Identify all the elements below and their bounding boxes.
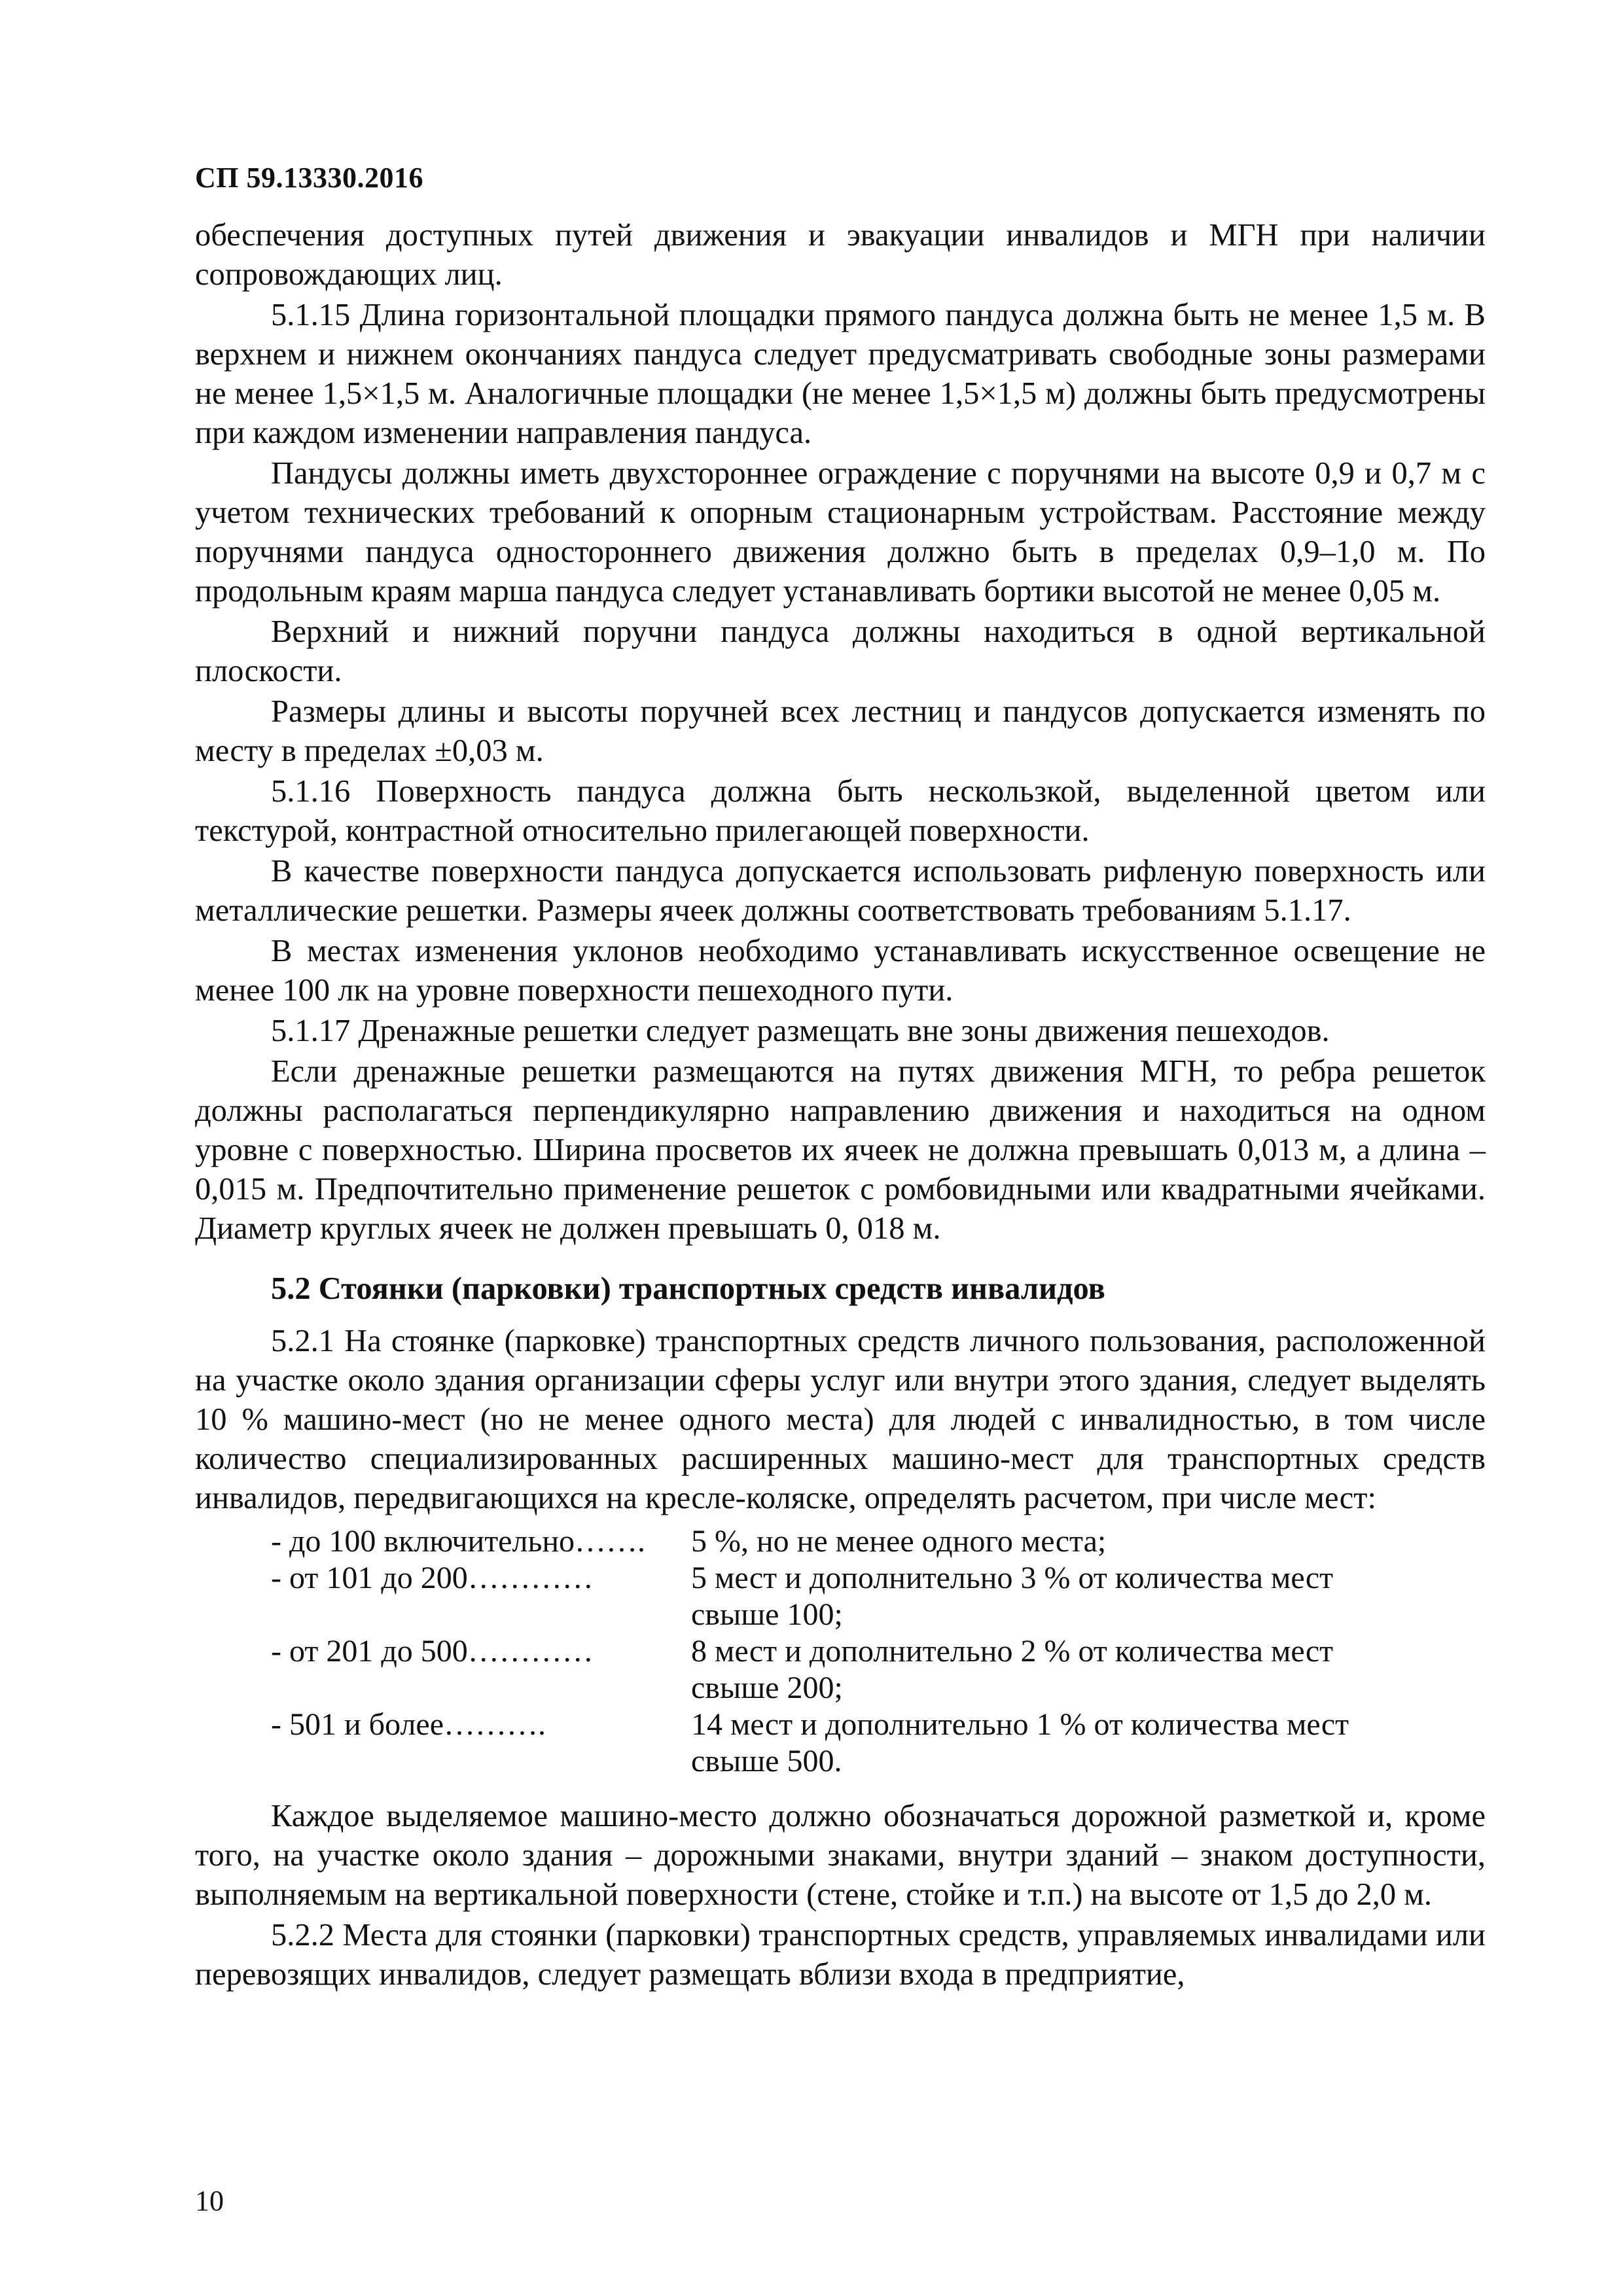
rate-rule: 5 мест и дополнительно 3 % от количества мест свыше 100; — [691, 1561, 1334, 1632]
section-heading-5-2: 5.2 Стоянки (парковки) транспортных средств инвалидов — [271, 1271, 1105, 1306]
paragraph-handrails: Пандусы должны иметь двухстороннее ограждение с поручнями на высоте 0,9 и 0,7 м с учетом технических требований к опорным стационарным устройствам. Расстояние между поручнями пандуса одностороннего движения должно быть в пределах 0,9–1,0 м. По продольным краям марша пандуса следует устанавливать бортики высотой не менее 0,05 м. — [195, 456, 1486, 609]
page-body — [195, 216, 1486, 1996]
rate-row — [271, 1706, 1385, 1780]
paragraph-ribbed-surface: В качестве поверхности пандуса допускается использовать рифленую поверхность или металлические решетки. Размеры ячеек должны соответствовать требованиям 5.1.17. — [195, 854, 1486, 928]
clause-5-1-17: 5.1.17 Дренажные решетки следует размещать вне зоны движения пешеходов. — [271, 1014, 1330, 1048]
rate-row — [271, 1633, 1385, 1706]
rate-rule: 5 %, но не менее одного места; — [691, 1524, 1107, 1559]
paragraph-marking: Каждое выделяемое машино-место должно обозначаться дорожной разметкой и, кроме того, на участке около здания – дорожными знаками, внутри зданий – знаком доступности, выполняемым на вертикальной поверхности (стене, стойке и т.п.) на высоте от 1,5 до 2,0 м. — [195, 1799, 1486, 1912]
clause-5-2-1: 5.2.1 На стоянке (парковке) транспортных средств личного пользования, расположенной на участке около здания организации сферы услуг или внутри этого здания, следует выделять 10 % машино-мест (но не менее одного места) для людей с инвалидностью, в том числе количество специализированных расширенных машино-мест для транспортных средств инвалидов, передвигающихся на кресле-коляске, определять расчетом, при числе мест: — [195, 1324, 1486, 1515]
paragraph-continuation: обеспечения доступных путей движения и эвакуации инвалидов и МГН при наличии сопровождающих лиц. — [195, 218, 1486, 292]
paragraph-tolerance: Размеры длины и высоты поручней всех лестниц и пандусов допускается изменять по месту в пределах ±0,03 м. — [195, 694, 1486, 768]
rate-rule: 8 мест и дополнительно 2 % от количества мест свыше 200; — [691, 1634, 1334, 1705]
paragraph-lighting: В местах изменения уклонов необходимо устанавливать искусственное освещение не менее 100 лк на уровне поверхности пешеходного пути. — [195, 934, 1486, 1008]
paragraph-drainage-grates: Если дренажные решетки размещаются на путях движения МГН, то ребра решеток должны располагаться перпендикулярно направлению движения и находиться на одном уровне с поверхностью. Ширина просветов их ячеек не должна превышать 0,013 м, а длина – 0,015 м. Предпочтительно применение решеток с ромбовидными или квадратными ячейками. Диаметр круглых ячеек не должен превышать 0, 018 м. — [195, 1054, 1486, 1246]
rate-range: - 501 и более………. — [271, 1707, 546, 1742]
parking-rates-list — [271, 1523, 1385, 1780]
rate-row — [271, 1523, 1385, 1560]
document-code — [195, 161, 423, 194]
clause-5-1-16: 5.1.16 Поверхность пандуса должна быть нескользкой, выделенной цветом или текстурой, контрастной относительно прилегающей поверхности. — [195, 774, 1486, 848]
clause-5-1-15: 5.1.15 Длина горизонтальной площадки прямого пандуса должна быть не менее 1,5 м. В верхнем и нижнем окончаниях пандуса следует предусматривать свободные зоны размерами не менее 1,5×1,5 м. Аналогичные площадки (не менее 1,5×1,5 м) должны быть предусмотрены при каждом изменении направления пандуса. — [195, 298, 1486, 450]
rate-range: - от 201 до 500………… — [271, 1634, 594, 1669]
clause-5-2-2: 5.2.2 Места для стоянки (парковки) транспортных средств, управляемых инвалидами или перевозящих инвалидов, следует размещать вблизи входа в предприятие, — [195, 1918, 1486, 1992]
page-number: 10 — [195, 2185, 224, 2217]
rate-range: - до 100 включительно……. — [271, 1524, 646, 1559]
paragraph-vertical-plane: Верхний и нижний поручни пандуса должны находиться в одной вертикальной плоскости. — [195, 614, 1486, 688]
document-code-text: СП 59.13330.201 — [195, 162, 409, 194]
document-code-handwritten-mark: 6 — [408, 162, 423, 194]
rate-range: - от 101 до 200………… — [271, 1561, 594, 1595]
rate-row — [271, 1560, 1385, 1633]
rate-rule: 14 мест и дополнительно 1 % от количества мест свыше 500. — [691, 1707, 1349, 1778]
